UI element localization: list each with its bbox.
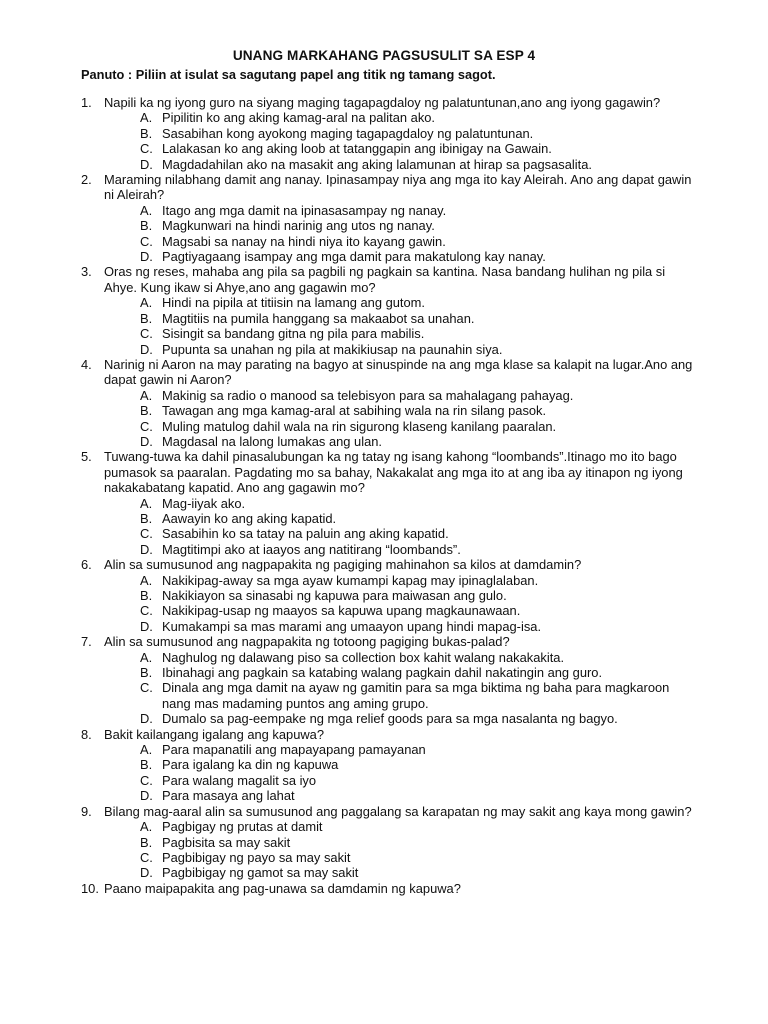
option-letter: D. xyxy=(140,433,153,449)
answer-option xyxy=(0,865,768,880)
option-letter: D. xyxy=(140,156,153,172)
question-number: 3. xyxy=(81,264,92,280)
option-text: Pagtiyagaang isampay ang mga damit para makatulong kay nanay. xyxy=(162,249,546,265)
option-letter: C. xyxy=(140,849,153,865)
option-text: Naghulog ng dalawang piso sa collection box kahit walang nakakakita. xyxy=(162,649,565,665)
option-letter: A. xyxy=(140,649,153,665)
answer-option xyxy=(0,388,768,403)
answer-option xyxy=(0,326,768,341)
option-letter: A. xyxy=(140,295,153,311)
answer-option xyxy=(0,126,768,141)
option-text: Pupunta sa unahan ng pila at makikiusap na paunahin siya. xyxy=(162,341,503,357)
option-text: Dinala ang mga damit na ayaw ng gamitin para sa mga biktima ng baha para magkaroon nang mas madaming puntos ang aming grupo. xyxy=(162,680,670,711)
option-letter: B. xyxy=(140,218,153,234)
question-number: 10. xyxy=(81,880,99,896)
option-letter: A. xyxy=(140,495,153,511)
question-number: 4. xyxy=(81,356,92,372)
option-letter: D. xyxy=(140,249,153,265)
option-text: Nakikipag-away sa mga ayaw kumampi kapag may ipinaglalaban. xyxy=(162,572,539,588)
question-number: 9. xyxy=(81,803,92,819)
question-item xyxy=(0,357,768,449)
option-list xyxy=(0,295,768,357)
option-text: Magtitiis na pumila hanggang sa makaabot sa unahan. xyxy=(162,310,475,326)
option-text: Magsabi sa nanay na hindi niya ito kayang gawin. xyxy=(162,233,446,249)
option-list xyxy=(0,650,768,727)
option-text: Tawagan ang mga kamag-aral at sabihing wala na rin silang pasok. xyxy=(162,403,547,419)
question-item xyxy=(0,264,768,356)
question-text: Napili ka ng iyong guro na siyang maging tagapagdaloy ng palatuntunan,ano ang iyong gagawin? xyxy=(104,95,661,110)
option-letter: C. xyxy=(140,772,153,788)
option-letter: A. xyxy=(140,202,153,218)
option-letter: B. xyxy=(140,310,153,326)
option-list xyxy=(0,388,768,450)
question-item xyxy=(0,557,768,634)
option-text: Itago ang mga damit na ipinasasampay ng nanay. xyxy=(162,202,447,218)
answer-option xyxy=(0,603,768,618)
option-text: Aawayin ko ang aking kapatid. xyxy=(162,510,337,526)
option-letter: C. xyxy=(140,603,153,619)
option-letter: D. xyxy=(140,541,153,557)
question-number: 2. xyxy=(81,172,92,188)
option-text: Nakikipag-usap ng maayos sa kapuwa upang magkaunawaan. xyxy=(162,603,521,619)
answer-option xyxy=(0,619,768,634)
question-text: Bakit kailangang igalang ang kapuwa? xyxy=(104,726,325,742)
option-text: Nakikiayon sa sinasabi ng kapuwa para maiwasan ang gulo. xyxy=(162,588,507,603)
option-list xyxy=(0,819,768,881)
option-text: Para walang magalit sa iyo xyxy=(162,772,317,788)
option-text: Mag-iiyak ako. xyxy=(162,495,246,511)
answer-option xyxy=(0,110,768,125)
answer-option xyxy=(0,157,768,172)
answer-option xyxy=(0,403,768,418)
option-text: Lalakasan ko ang aking loob at tatanggapin ang ibinigay na Gawain. xyxy=(162,141,552,157)
answer-option xyxy=(0,588,768,603)
option-letter: B. xyxy=(140,125,153,141)
option-letter: C. xyxy=(140,141,153,157)
instructions: Panuto : Piliin at isulat sa sagutang papel ang titik ng tamang sagot. xyxy=(81,67,496,82)
option-text: Pagbigay ng prutas at damit xyxy=(162,819,323,835)
option-letter: A. xyxy=(140,110,153,126)
question-number: 1. xyxy=(81,95,92,110)
option-text: Sisingit sa bandang gitna ng pila para mabilis. xyxy=(162,326,425,342)
option-letter: A. xyxy=(140,742,153,758)
question-number: 5. xyxy=(81,449,92,465)
option-letter: D. xyxy=(140,788,153,804)
option-text: Sasabihin ko sa tatay na paluin ang aking kapatid. xyxy=(162,526,449,542)
answer-option xyxy=(0,434,768,449)
answer-option xyxy=(0,850,768,865)
option-letter: B. xyxy=(140,665,153,681)
answer-option xyxy=(0,249,768,264)
answer-option xyxy=(0,311,768,326)
option-letter: B. xyxy=(140,834,153,850)
option-text: Pagbibigay ng payo sa may sakit xyxy=(162,849,351,865)
answer-option xyxy=(0,819,768,834)
option-letter: A. xyxy=(140,572,153,588)
option-letter: C. xyxy=(140,233,153,249)
answer-option xyxy=(0,542,768,557)
answer-option xyxy=(0,295,768,310)
question-text: Paano maipapakita ang pag-unawa sa damdamin ng kapuwa? xyxy=(104,880,461,896)
question-number: 8. xyxy=(81,726,92,742)
answer-option xyxy=(0,511,768,526)
option-letter: D. xyxy=(140,711,153,727)
option-text: Muling matulog dahil wala na rin sigurong klaseng kanilang paaralan. xyxy=(162,418,557,434)
option-list xyxy=(0,573,768,635)
option-text: Magdadahilan ako na masakit ang aking lalamunan at hirap sa pagsasalita. xyxy=(162,156,592,172)
question-text: Tuwang-tuwa ka dahil pinasalubungan ka ng tatay ng isang kahong “loombands”.Itinago mo ito bago pumasok sa paaralan. Pagdating mo sa bahay, Nakakalat ang mga ito at ang iba ay itinapon ng iyong nakakabatang kapatid. Ano ang gagawin mo? xyxy=(104,449,683,496)
option-letter: C. xyxy=(140,326,153,342)
question-text: Narinig ni Aaron na may parating na bagyo at sinuspinde na ang mga klase sa kalapit na lugar.Ano ang dapat gawin ni Aaron? xyxy=(104,356,693,388)
answer-option xyxy=(0,773,768,788)
question-item xyxy=(0,95,768,172)
answer-option xyxy=(0,573,768,588)
option-text: Makinig sa radio o manood sa telebisyon para sa mahalagang pahayag. xyxy=(162,387,574,403)
question-text: Maraming nilabhang damit ang nanay. Ipinasampay niya ang mga ito kay Aleirah. Ano ang dapat gawin ni Aleirah? xyxy=(104,172,692,203)
option-letter: C. xyxy=(140,680,153,696)
answer-option xyxy=(0,742,768,757)
answer-option xyxy=(0,680,768,711)
option-letter: A. xyxy=(140,387,153,403)
option-letter: D. xyxy=(140,618,153,634)
answer-option xyxy=(0,835,768,850)
answer-option xyxy=(0,218,768,233)
option-letter: B. xyxy=(140,403,153,419)
question-text: Bilang mag-aaral alin sa sumusunod ang paggalang sa karapatan ng may sakit ang kaya mong gawin? xyxy=(104,803,692,819)
question-item xyxy=(0,449,768,557)
option-letter: D. xyxy=(140,341,153,357)
option-list xyxy=(0,496,768,558)
question-number: 7. xyxy=(81,634,92,650)
option-letter: B. xyxy=(140,588,153,603)
answer-option xyxy=(0,757,768,772)
option-letter: C. xyxy=(140,526,153,542)
question-list xyxy=(0,95,768,896)
option-text: Para igalang ka din ng kapuwa xyxy=(162,757,339,773)
question-text: Alin sa sumusunod ang nagpapakita ng pagiging mahinahon sa kilos at damdamin? xyxy=(104,557,582,573)
option-text: Ibinahagi ang pagkain sa katabing walang pagkain dahil nakatingin ang guro. xyxy=(162,665,603,681)
question-item xyxy=(0,881,768,896)
question-item xyxy=(0,804,768,881)
option-letter: B. xyxy=(140,510,153,526)
option-text: Kumakampi sa mas marami ang umaayon upang hindi mapag-isa. xyxy=(162,618,542,634)
option-letter: C. xyxy=(140,418,153,434)
option-text: Dumalo sa pag-eempake ng mga relief goods para sa mga nasalanta ng bagyo. xyxy=(162,711,618,727)
answer-option xyxy=(0,711,768,726)
answer-option xyxy=(0,665,768,680)
question-text: Alin sa sumusunod ang nagpapakita ng totoong pagiging bukas-palad? xyxy=(104,634,510,650)
option-text: Pagbisita sa may sakit xyxy=(162,834,291,850)
page-title: UNANG MARKAHANG PAGSUSULIT SA ESP 4 xyxy=(232,48,536,63)
option-letter: A. xyxy=(140,819,153,835)
question-item xyxy=(0,172,768,264)
option-text: Pagbibigay ng gamot sa may sakit xyxy=(162,865,359,881)
answer-option xyxy=(0,650,768,665)
question-text: Oras ng reses, mahaba ang pila sa pagbili ng pagkain sa kantina. Nasa bandang hulihan ng pila si Ahye. Kung ikaw si Ahye,ano ang gagawin mo? xyxy=(104,264,666,295)
question-item xyxy=(0,634,768,726)
answer-option xyxy=(0,496,768,511)
option-list xyxy=(0,742,768,804)
option-text: Hindi na pipila at titiisin na lamang ang gutom. xyxy=(162,295,425,311)
option-letter: D. xyxy=(140,865,153,881)
answer-option xyxy=(0,526,768,541)
option-letter: B. xyxy=(140,757,153,773)
option-text: Para mapanatili ang mapayapang pamayanan xyxy=(162,742,426,758)
option-list xyxy=(0,203,768,265)
question-number: 6. xyxy=(81,557,92,573)
answer-option xyxy=(0,141,768,156)
option-text: Magtitimpi ako at iaayos ang natitirang “loombands”. xyxy=(162,541,461,557)
answer-option xyxy=(0,788,768,803)
option-text: Magkunwari na hindi narinig ang utos ng nanay. xyxy=(162,218,435,234)
option-text: Pipilitin ko ang aking kamag-aral na palitan ako. xyxy=(162,110,436,126)
answer-option xyxy=(0,203,768,218)
answer-option xyxy=(0,342,768,357)
option-text: Magdasal na lalong lumakas ang ulan. xyxy=(162,433,383,449)
option-list xyxy=(0,110,768,172)
option-text: Sasabihan kong ayokong maging tagapagdaloy ng palatuntunan. xyxy=(162,125,534,141)
answer-option xyxy=(0,234,768,249)
answer-option xyxy=(0,419,768,434)
option-text: Para masaya ang lahat xyxy=(162,788,295,804)
question-item xyxy=(0,727,768,804)
